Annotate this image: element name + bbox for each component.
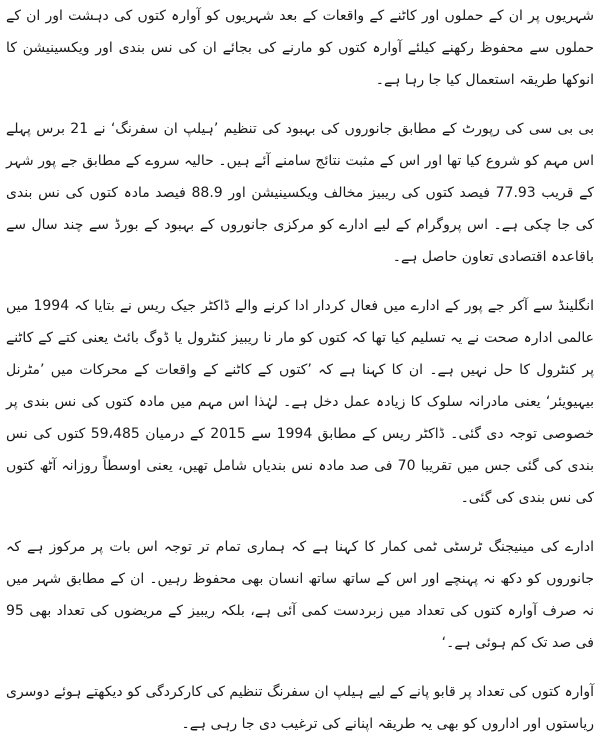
article-paragraph-1: شہریوں پر ان کے حملوں اور کاٹنے کے واقعات کے بعد شہریوں کو آوارہ کتوں کی دہشت اور ان کے حملوں سے محفوظ رکھنے کیلئے آوارہ کتوں کو مارنے کی بجائے ان کی نس بندی اور ویکسینیشن کا انوکھا طریقہ استعمال کیا جا رہا ہے۔ — [6, 8, 594, 88]
article-body — [6, 0, 594, 740]
article-paragraph-3: انگلینڈ سے آکر جے پور کے ادارے میں فعال کردار ادا کرنے والے ڈاکٹر جیک ریس نے بتایا کہ 1994 میں عالمی ادارہ صحت نے یہ تسلیم کیا تھا کہ کتوں کو مار نا ریبیز کنٹرول یا ڈوگ بائٹ یعنی کتے کے کاٹنے پر کنٹرول کا حل نہیں ہے۔ ان کا کہنا ہے کہ ’کتوں کے کاٹنے کے واقعات کے محرکات میں ’مٹرنل بیہیویئر‘ یعنی مادرانہ سلوک کا زیادہ عمل دخل ہے۔ لہٰذا اس مہم میں مادہ کتوں کی نس بندی پر خصوصی توجہ دی گئی۔ ڈاکٹر ریس کے مطابق 1994 سے 2015 کے درمیان 59،485 کتوں کی نس بندی کی گئی جس میں تقریبا 70 فی صد مادہ نس بندیاں شامل تھیں، یعنی اوسطاً روزانہ آٹھ کتوں کی نس بندی کی گئی۔ — [6, 298, 595, 506]
article-paragraph-5: آوارہ کتوں کی تعداد پر قابو پانے کے لیے ہیلپ ان سفرنگ تنظیم کی کارکردگی کو دیکھتے ہوئے دوسری ریاستوں اور اداروں کو بھی یہ طریقہ اپنانے کی ترغیب دی جا رہی ہے۔ — [6, 684, 594, 732]
article-paragraph-4: ادارے کی مینیجنگ ٹرسٹی ٹمی کمار کا کہنا ہے کہ ہماری تمام تر توجہ اس بات پر مرکوز ہے کہ جانوروں کو دکھ نہ پہنچے اور اس کے ساتھ ساتھ انسان بھی محفوظ رہیں۔ ان کے مطابق شہر میں نہ صرف آوارہ کتوں کی تعداد میں زبردست کمی آئی ہے، بلکہ ریبیز کے مریضوں کی تعداد بھی 95 فی صد تک کم ہوئی ہے۔‘ — [6, 539, 594, 651]
article-paragraph-2: بی بی سی کی رپورٹ کے مطابق جانوروں کی بہبود کی تنظیم ’ہیلپ ان سفرنگ‘ نے 21 برس پہلے اس مہم کو شروع کیا تھا اور اس کے مثبت نتائج سامنے آئے ہیں۔ حالیہ سروے کے مطابق جے پور شہر کے قریب 77.93 فیصد کتوں کی ریبیز مخالف ویکسینیشن اور 88.9 فیصد مادہ کتوں کی نس بندی کی جا چکی ہے۔ اس پروگرام کے لیے ادارے کو مرکزی جانوروں کے بہبود کے بورڈ سے چند سال سے باقاعدہ اقتصادی تعاون حاصل ہے۔ — [6, 121, 594, 265]
